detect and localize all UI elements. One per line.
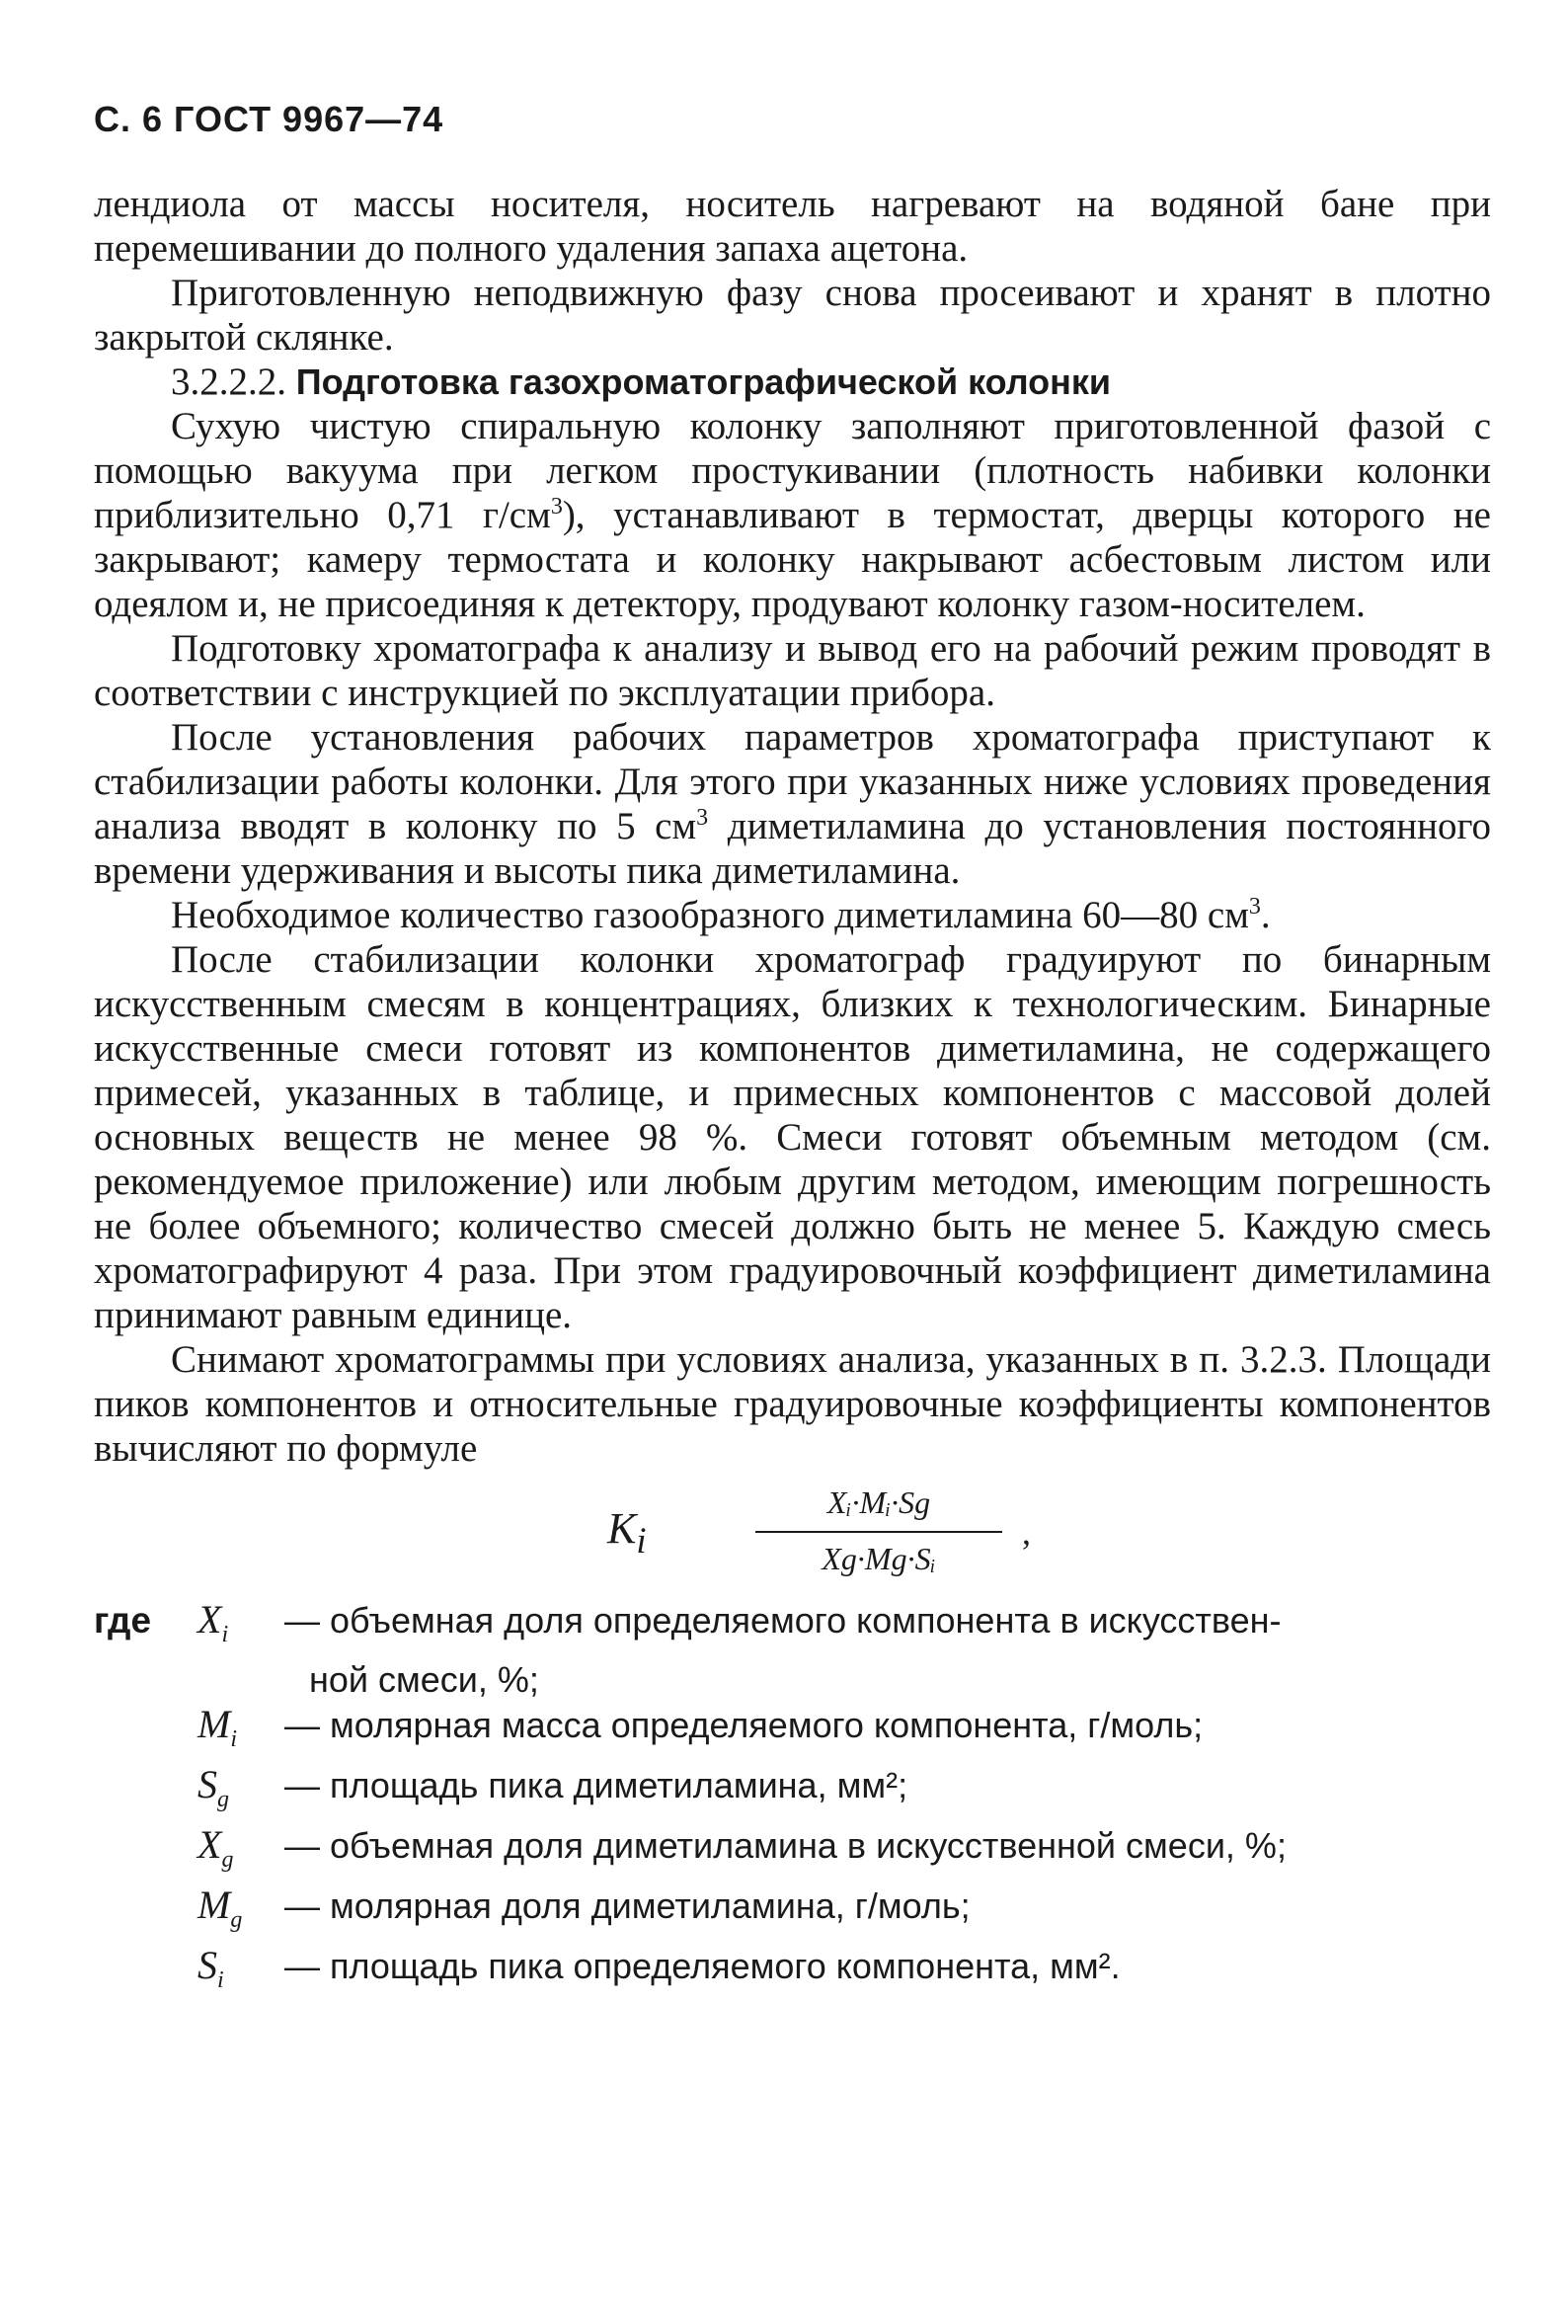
- legend-description: — молярная доля диметиламина, г/моль;: [284, 1885, 971, 1926]
- text-segment: Сухую чистую спиральную колонку заполняют приготовленной фазой с помощью вакуума при легком простукивании (плотность набивки колонки приблизительно 0,71 г/см: [94, 405, 1491, 536]
- legend-description: — молярная масса определяемого компонента, г/моль;: [284, 1705, 1204, 1745]
- formula-lhs-subscript: i: [636, 1519, 647, 1561]
- legend-symbol: [197, 1822, 284, 1883]
- text-segment: .: [1260, 894, 1271, 936]
- section-title: Подготовка газохроматографической колонки: [295, 361, 1112, 402]
- symbol-subscript: i: [217, 1967, 224, 1993]
- superscript: 3: [1248, 894, 1261, 920]
- formula-comma: ,: [1022, 1512, 1031, 1552]
- legend-symbol: [197, 1702, 284, 1762]
- legend-symbol: [197, 1597, 284, 1657]
- legend-symbol: [197, 1762, 284, 1822]
- paragraph-chromatograph-prep: Подготовку хроматографа к анализу и вывод его на рабочий режим проводят в соответствии с инструкцией по эксплуатации прибора.: [94, 627, 1491, 714]
- legend-row: [94, 1762, 1491, 1822]
- symbol-letter: X: [197, 1597, 222, 1642]
- paragraph-calibration: После стабилизации колонки хроматограф градуируют по бинарным искусственным смесям в концентрациях, близких к технологическим. Бинарные искусственные смеси готовят из компонентов диметиламина, не содержащего примесей, указанных в таблице, и примесных компонентов с массовой долей основных веществ не менее 98 %. Смеси готовят объемным методом (см. рекомендуемое приложение) или любым другим методом, имеющим погрешность не более объемного; количество смесей должно быть не менее 5. Каждую смесь хроматографируют 4 раза. При этом градуировочный коэффициент диметиламина принимают равным единице.: [94, 938, 1491, 1336]
- symbol-letter: X: [197, 1822, 222, 1867]
- legend-row: [94, 1943, 1491, 2003]
- legend-row: [94, 1883, 1491, 1943]
- text-segment: диметиламина до установления постоянного времени удерживания и высоты пика диметиламина.: [94, 805, 1491, 892]
- formula-fraction: [755, 1481, 1002, 1581]
- symbol-subscript: g: [217, 1787, 229, 1812]
- formula-legend: [94, 1597, 1491, 2003]
- legend-row: [94, 1702, 1491, 1762]
- legend-continuation: ной смеси, %;: [309, 1659, 539, 1700]
- text-segment: Необходимое количество газообразного диметиламина 60—80 см: [171, 894, 1249, 936]
- legend-description: — площадь пика определяемого компонента, мм².: [284, 1946, 1121, 1986]
- formula-lhs: [607, 1506, 647, 1563]
- formula-numerator: Xᵢ·Mᵢ·Sg: [826, 1484, 931, 1520]
- document-body: [94, 182, 1491, 2003]
- paragraph-continuation: лендиола от массы носителя, носитель нагревают на водяной бане при перемешивании до полного удаления запаха ацетона.: [94, 183, 1491, 270]
- symbol-subscript: i: [230, 1726, 237, 1752]
- symbol-letter: S: [197, 1762, 217, 1806]
- superscript: 3: [550, 494, 563, 520]
- formula-lhs-symbol: K: [607, 1504, 637, 1553]
- text-segment: После установления рабочих параметров хроматографа приступают к стабилизации работы колонки. Для этого при указанных ниже условиях проведения анализа вводят в колонку по 5 см: [94, 716, 1491, 847]
- symbol-letter: M: [197, 1702, 231, 1746]
- paragraph-chromatograms: Снимают хроматограммы при условиях анализа, указанных в п. 3.2.3. Площади пиков компонентов и относительные градуировочные коэффициенты компонентов вычисляют по формуле: [94, 1338, 1491, 1470]
- paragraph-gas-amount: [94, 893, 1491, 937]
- paragraph-column-fill: [94, 404, 1491, 626]
- section-heading: [94, 360, 1491, 404]
- legend-row: [94, 1597, 1491, 1657]
- formula: [94, 1477, 1491, 1593]
- formula-denominator: Xg·Mg·Sᵢ: [822, 1541, 936, 1576]
- text-segment: ), устанавливают в термостат, дверцы которого не закрывают; камеру термостата и колонку накрывают асбестовым листом или одеялом и, не присоединяя к детектору, продувают колонку газом-носителем.: [94, 494, 1491, 625]
- legend-description: — объемная доля определяемого компонента в искусствен-: [284, 1600, 1282, 1641]
- superscript: 3: [696, 805, 709, 831]
- legend-row: [94, 1822, 1491, 1883]
- document-page: [94, 99, 1491, 2003]
- symbol-subscript: g: [221, 1847, 234, 1873]
- section-number: 3.2.2.2.: [171, 361, 286, 403]
- symbol-subscript: i: [221, 1622, 229, 1647]
- symbol-letter: M: [197, 1883, 231, 1927]
- symbol-letter: S: [197, 1943, 217, 1987]
- legend-symbol: [197, 1943, 284, 2003]
- paragraph-stabilization: [94, 715, 1491, 893]
- legend-lead: где: [94, 1600, 152, 1641]
- symbol-subscript: g: [230, 1907, 243, 1933]
- legend-symbol: [197, 1883, 284, 1943]
- legend-description: — объемная доля диметиламина в искусственной смеси, %;: [284, 1825, 1287, 1866]
- page-header: С. 6 ГОСТ 9967—74: [94, 99, 444, 139]
- paragraph-storage: Приготовленную неподвижную фазу снова просеивают и хранят в плотно закрытой склянке.: [94, 272, 1491, 359]
- legend-description: — площадь пика диметиламина, мм²;: [284, 1765, 908, 1805]
